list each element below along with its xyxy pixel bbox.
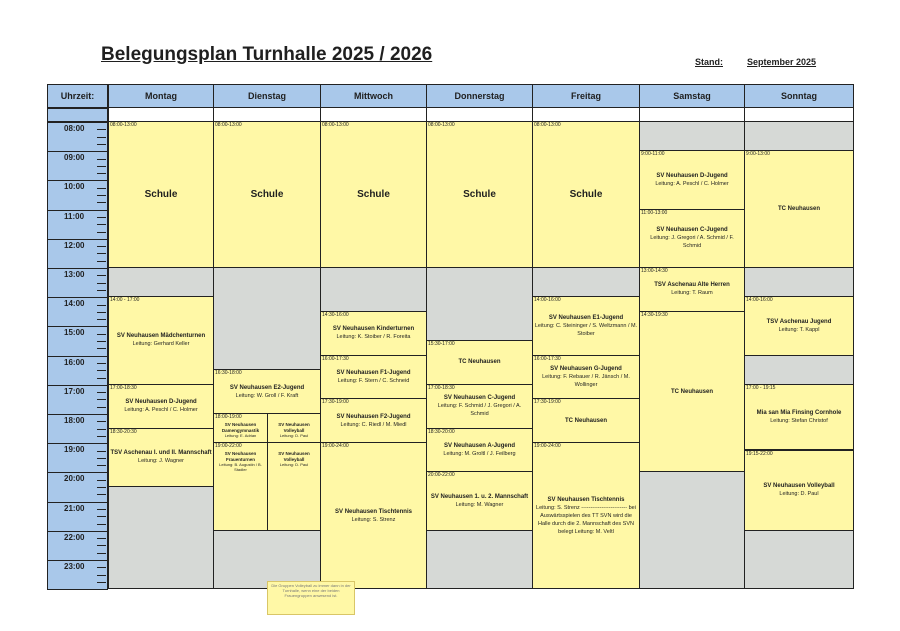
- booking-leader: Leitung: T. Kappl: [778, 326, 820, 333]
- hour-line: [48, 122, 108, 123]
- booking-title: SV Neuhausen 1. u. 2. Mannschaft: [430, 494, 529, 501]
- quarter-tick: [97, 188, 106, 189]
- booking-leader: Leitung: M. Wagner: [455, 502, 504, 509]
- free-slot: [426, 530, 533, 589]
- booking-block: [744, 296, 854, 355]
- booking-leader: Leitung: S. Strenz ------------------------- bei Auswärtsspielen des TT SVN wird die Halle durch die 2. Mannschaft des SVN belegt Leitung: M. Veltl: [536, 504, 636, 535]
- schedule-grid: [47, 84, 853, 598]
- booking-content: [641, 226, 743, 250]
- booking-content: [746, 482, 852, 498]
- booking-block: [213, 413, 268, 443]
- row-spacer: [213, 107, 321, 122]
- dienstag-note: Die Gruppen Volleyball zu immer dann in der Turnhalle, wenn eine der beiden Frauengruppen anwesend ist.: [267, 581, 355, 615]
- booking-time: 13:00-14:30: [641, 268, 668, 274]
- booking-leader: Leitung: D. Paul: [279, 462, 309, 468]
- booking-time: 14:00-16:00: [534, 297, 561, 304]
- booking-title: TC Neuhausen: [777, 206, 820, 213]
- day-header-montag: Montag: [108, 84, 214, 108]
- free-slot: [213, 267, 321, 370]
- booking-content: [428, 493, 531, 509]
- booking-title: Schule: [569, 188, 603, 200]
- time-column: [47, 121, 108, 590]
- booking-time: 19:00-24:00: [534, 443, 561, 450]
- booking-title: SV Neuhausen Tischtennis: [547, 496, 625, 503]
- booking-leader: Leitung: K. Stoiber / R. Foreita: [336, 334, 411, 341]
- booking-content: [269, 451, 319, 467]
- free-slot: [639, 471, 745, 589]
- booking-block: [320, 442, 427, 589]
- hour-line: [48, 531, 108, 532]
- quarter-tick: [97, 232, 106, 233]
- booking-title: TSV Aschenau I. und II. Mannschaft: [110, 450, 212, 457]
- quarter-tick: [97, 567, 106, 568]
- quarter-tick: [97, 582, 106, 583]
- quarter-tick: [97, 487, 106, 488]
- booking-leader: Leitung: C. Riedl / M. Miedl: [340, 421, 407, 428]
- booking-content: [428, 188, 531, 200]
- booking-time: 16:00-17:30: [534, 355, 561, 362]
- day-header-samstag: Samstag: [639, 84, 745, 108]
- hour-line: [48, 180, 108, 181]
- hour-line: [48, 385, 108, 386]
- time-column-header: Uhrzeit:: [47, 84, 108, 108]
- hour-label: 12:00: [64, 240, 85, 250]
- booking-time: 11:00-13:00: [641, 209, 668, 216]
- quarter-tick: [97, 144, 106, 145]
- quarter-tick: [97, 173, 106, 174]
- booking-block: [320, 398, 427, 443]
- booking-title: SV Neuhausen D-Jugend: [656, 172, 728, 179]
- booking-title: SV Neuhausen C-Jugend: [443, 395, 516, 402]
- hour-label: 11:00: [64, 211, 85, 221]
- quarter-tick: [97, 553, 106, 554]
- booking-time: 9:00-13:00: [746, 151, 770, 158]
- row-spacer: [639, 107, 745, 122]
- quarter-tick: [97, 246, 106, 247]
- booking-title: SV Neuhausen Volleyball: [278, 422, 310, 433]
- hour-line: [48, 356, 108, 357]
- hour-line: [48, 239, 108, 240]
- booking-leader: Leitung: D. Paul: [279, 433, 309, 438]
- booking-content: [641, 281, 743, 297]
- quarter-tick: [97, 509, 106, 510]
- booking-time: 14:30-16:00: [322, 311, 349, 318]
- quarter-tick: [97, 137, 106, 138]
- hour-label: 19:00: [64, 445, 85, 455]
- booking-content: [110, 188, 212, 200]
- booking-title: Schule: [357, 188, 390, 200]
- booking-title: Schule: [144, 188, 178, 200]
- booking-title: SV Neuhausen Tischtennis: [335, 508, 412, 515]
- booking-time: 08:00-13:00: [322, 122, 349, 128]
- booking-time: 08:00-13:00: [110, 122, 137, 128]
- booking-title: SV Neuhausen E2-Jugend: [229, 384, 305, 391]
- booking-block: [426, 121, 533, 268]
- booking-content: [110, 449, 212, 465]
- booking-content: [322, 413, 425, 429]
- free-slot: [744, 267, 854, 297]
- booking-content: [322, 325, 425, 341]
- booking-content: [534, 188, 638, 200]
- quarter-tick: [97, 458, 106, 459]
- free-slot: [108, 267, 214, 297]
- hour-label: 13:00: [64, 270, 85, 279]
- quarter-tick: [97, 436, 106, 437]
- booking-leader: Leitung: F. Rebauer / R. Jänsch / M. Wollinger: [542, 373, 630, 388]
- day-header-mittwoch: Mittwoch: [320, 84, 427, 108]
- booking-title: SV Neuhausen D-Jugend: [125, 399, 197, 406]
- booking-block: [532, 442, 640, 589]
- booking-leader: Leitung: M. Groltl / J. Feilberg: [443, 450, 516, 457]
- booking-block: [744, 450, 854, 531]
- booking-content: [215, 384, 319, 400]
- quarter-tick: [97, 217, 106, 218]
- day-header-freitag: Freitag: [532, 84, 640, 108]
- booking-leader: Leitung: A. Peschl / C. Holmer: [124, 407, 198, 414]
- booking-content: [215, 422, 266, 438]
- hour-label: 18:00: [64, 416, 85, 425]
- booking-content: [110, 398, 212, 414]
- booking-leader: Leitung: E. Adrian: [224, 433, 257, 438]
- booking-time: 16:00-17:30: [322, 355, 349, 362]
- quarter-tick: [97, 451, 106, 452]
- booking-block: [426, 384, 533, 429]
- quarter-tick: [97, 341, 106, 342]
- booking-block: [108, 121, 214, 268]
- quarter-tick: [97, 363, 106, 364]
- quarter-tick: [97, 429, 106, 430]
- booking-content: [269, 422, 319, 438]
- booking-title: SV Neuhausen E1-Jugend: [548, 314, 624, 321]
- free-slot: [744, 355, 854, 385]
- booking-leader: Leitung: Stefan Christof: [770, 418, 828, 425]
- quarter-tick: [97, 370, 106, 371]
- booking-block: [267, 413, 321, 443]
- booking-block: [213, 121, 321, 268]
- hour-line: [48, 210, 108, 211]
- booking-time: 14:30-19:30: [641, 311, 668, 318]
- free-slot: [108, 486, 214, 589]
- free-slot: [320, 267, 427, 312]
- booking-block: [532, 121, 640, 268]
- booking-leader: Leitung: J. Wagner: [138, 458, 184, 465]
- booking-leader: Leitung: C. Steininger / S. Weltzmann / M. Stoiber: [534, 322, 638, 337]
- booking-content: [215, 188, 319, 200]
- booking-block: [426, 428, 533, 473]
- booking-leader: Leitung: Gerhard Keller: [132, 341, 190, 348]
- free-slot: [532, 267, 640, 297]
- booking-title: SV Neuhausen F2-Jugend: [336, 413, 411, 420]
- booking-title: Schule: [250, 188, 284, 200]
- hour-label: 15:00: [64, 328, 85, 338]
- quarter-tick: [97, 575, 106, 576]
- booking-block: [108, 384, 214, 429]
- day-header-dienstag: Dienstag: [213, 84, 321, 108]
- booking-title: SV Neuhausen Volleyball: [763, 483, 835, 490]
- quarter-tick: [97, 348, 106, 349]
- quarter-tick: [97, 516, 106, 517]
- booking-title: TC Neuhausen: [458, 359, 501, 366]
- free-slot: [639, 121, 745, 151]
- time-spacer: [47, 108, 108, 122]
- booking-content: [215, 451, 266, 472]
- booking-leader: Leitung: S. Strenz: [351, 516, 396, 523]
- booking-block: [213, 442, 268, 531]
- hour-label: 08:00: [64, 124, 85, 133]
- booking-time: 17:30-19:00: [322, 399, 349, 406]
- booking-block: [108, 428, 214, 487]
- booking-content: [322, 508, 425, 524]
- booking-time: 19:15-22:00: [746, 450, 773, 457]
- booking-time: 17:00 - 19:15: [746, 384, 776, 391]
- booking-leader: Leitung: D. Paul: [779, 491, 819, 498]
- hour-line: [48, 472, 108, 473]
- booking-time: 08:00-13:00: [215, 122, 242, 128]
- quarter-tick: [97, 261, 106, 262]
- booking-time: 17:00-18:30: [110, 384, 137, 391]
- booking-title: TC Neuhausen: [564, 417, 607, 424]
- day-header-donnerstag: Donnerstag: [426, 84, 533, 108]
- hour-label: 10:00: [64, 182, 85, 192]
- booking-title: TSV Aschenau Alte Herren: [654, 282, 730, 289]
- quarter-tick: [97, 166, 106, 167]
- booking-block: [267, 442, 321, 531]
- booking-title: SV Neuhausen G-Jugend: [550, 365, 622, 372]
- booking-content: [746, 205, 852, 213]
- quarter-tick: [97, 129, 106, 130]
- hour-label: 20:00: [64, 474, 85, 484]
- row-spacer: [320, 107, 427, 122]
- booking-title: SV Neuhausen Frauenturnen: [224, 451, 257, 462]
- booking-title: TSV Aschenau Jugend: [766, 318, 832, 325]
- booking-content: [746, 409, 852, 425]
- hour-line: [48, 502, 108, 503]
- booking-content: [428, 358, 531, 366]
- quarter-tick: [97, 283, 106, 284]
- stand-label: Stand:: [695, 57, 723, 67]
- booking-block: [744, 150, 854, 268]
- hour-label: 16:00: [64, 357, 85, 367]
- quarter-tick: [97, 480, 106, 481]
- quarter-tick: [97, 275, 106, 276]
- quarter-tick: [97, 319, 106, 320]
- booking-content: [641, 388, 743, 396]
- hour-line: [48, 297, 108, 298]
- booking-leader: Leitung: W. Groll / F. Kraft: [235, 392, 299, 399]
- booking-leader: Leitung: J. Gregori / A. Schmid / F. Schmid: [650, 235, 734, 250]
- booking-title: SV Neuhausen Kinderturnen: [332, 326, 415, 333]
- quarter-tick: [97, 224, 106, 225]
- free-slot: [744, 121, 854, 151]
- booking-block: [426, 471, 533, 530]
- booking-content: [534, 365, 638, 389]
- booking-block: [639, 150, 745, 209]
- hour-line: [48, 560, 108, 561]
- booking-leader: Leitung: F. Stern / C. Schneid: [337, 377, 410, 384]
- booking-block: [744, 384, 854, 451]
- booking-block: [532, 398, 640, 443]
- quarter-tick: [97, 545, 106, 546]
- booking-time: 15:30-17:00: [428, 341, 455, 347]
- hour-line: [48, 414, 108, 415]
- booking-content: [110, 332, 212, 348]
- booking-time: 16:30-18:00: [215, 370, 242, 377]
- row-spacer: [426, 107, 533, 122]
- booking-title: SV Neuhausen Volleyball: [278, 451, 310, 462]
- booking-block: [639, 267, 745, 312]
- booking-block: [320, 311, 427, 356]
- booking-content: [534, 314, 638, 338]
- page-title: Belegungsplan Turnhalle 2025 / 2026: [101, 44, 433, 65]
- booking-time: 08:00-13:00: [534, 122, 561, 128]
- stand-date: September 2025: [747, 57, 817, 67]
- booking-block: [320, 121, 427, 268]
- quarter-tick: [97, 195, 106, 196]
- quarter-tick: [97, 421, 106, 422]
- quarter-tick: [97, 334, 106, 335]
- quarter-tick: [97, 305, 106, 306]
- quarter-tick: [97, 159, 106, 160]
- booking-title: SV Neuhausen C-Jugend: [656, 227, 728, 234]
- hour-label: 22:00: [64, 532, 85, 542]
- hour-label: 09:00: [64, 153, 85, 163]
- quarter-tick: [97, 202, 106, 203]
- hour-line: [48, 151, 108, 152]
- booking-time: 20:00-22:00: [428, 472, 455, 479]
- booking-title: Schule: [463, 188, 496, 200]
- booking-content: [428, 442, 531, 458]
- row-spacer: [744, 107, 854, 122]
- booking-time: 14:00-16:00: [746, 297, 773, 304]
- booking-content: [746, 318, 852, 334]
- booking-title: Mia san Mia Finsing Cornhole: [756, 410, 842, 417]
- quarter-tick: [97, 399, 106, 400]
- hour-label: 21:00: [64, 503, 85, 513]
- day-header-sonntag: Sonntag: [744, 84, 854, 108]
- booking-content: [322, 188, 425, 200]
- booking-content: [428, 394, 531, 418]
- quarter-tick: [97, 253, 106, 254]
- row-spacer: [108, 107, 214, 122]
- hour-label: 14:00: [64, 299, 85, 309]
- booking-block: [426, 340, 533, 385]
- booking-block: [213, 369, 321, 414]
- booking-block: [108, 296, 214, 385]
- booking-time: 08:00-13:00: [428, 122, 455, 128]
- booking-content: [322, 369, 425, 385]
- free-slot: [426, 267, 533, 341]
- quarter-tick: [97, 465, 106, 466]
- quarter-tick: [97, 312, 106, 313]
- booking-time: 17:00-18:30: [428, 384, 455, 391]
- booking-content: [534, 417, 638, 425]
- quarter-tick: [97, 392, 106, 393]
- quarter-tick: [97, 290, 106, 291]
- booking-time: 17:30-19:00: [534, 399, 561, 406]
- booking-title: SV Neuhausen F1-Jugend: [336, 369, 411, 376]
- booking-block: [532, 355, 640, 400]
- booking-leader: Leitung: F. Schmid / J. Gregori / A. Schmid: [437, 403, 522, 418]
- booking-time: 19:00-22:00: [215, 443, 242, 450]
- quarter-tick: [97, 378, 106, 379]
- booking-block: [532, 296, 640, 355]
- booking-block: [639, 209, 745, 268]
- booking-time: 18:30-20:00: [428, 428, 455, 435]
- hour-line: [48, 268, 108, 269]
- hour-line: [48, 326, 108, 327]
- booking-time: 9:00-11:00: [641, 151, 665, 158]
- booking-content: [641, 172, 743, 188]
- booking-time: 14:00 - 17:00: [110, 297, 140, 304]
- quarter-tick: [97, 538, 106, 539]
- booking-block: [639, 311, 745, 473]
- quarter-tick: [97, 494, 106, 495]
- hour-label: 23:00: [64, 562, 85, 571]
- free-slot: [744, 530, 854, 589]
- booking-leader: Leitung: A. Peschl / C. Holmer: [655, 180, 729, 187]
- booking-block: [320, 355, 427, 400]
- booking-time: 18:00-19:00: [215, 414, 242, 420]
- booking-content: [534, 496, 638, 536]
- booking-title: SV Neuhausen A-Jugend: [443, 442, 516, 449]
- booking-time: 18:30-20:30: [110, 428, 137, 435]
- quarter-tick: [97, 407, 106, 408]
- booking-title: TC Neuhausen: [670, 388, 713, 395]
- row-spacer: [532, 107, 640, 122]
- booking-time: 19:00-24:00: [322, 443, 349, 450]
- hour-line: [48, 443, 108, 444]
- booking-leader: Leitung: B. Augustin / B. Stadler: [219, 462, 262, 473]
- booking-title: SV Neuhausen Damengymnastik: [221, 422, 260, 433]
- hour-label: 17:00: [64, 386, 85, 396]
- booking-title: SV Neuhausen Mädchenturnen: [116, 333, 206, 340]
- booking-leader: Leitung: T. Raum: [671, 290, 713, 297]
- quarter-tick: [97, 524, 106, 525]
